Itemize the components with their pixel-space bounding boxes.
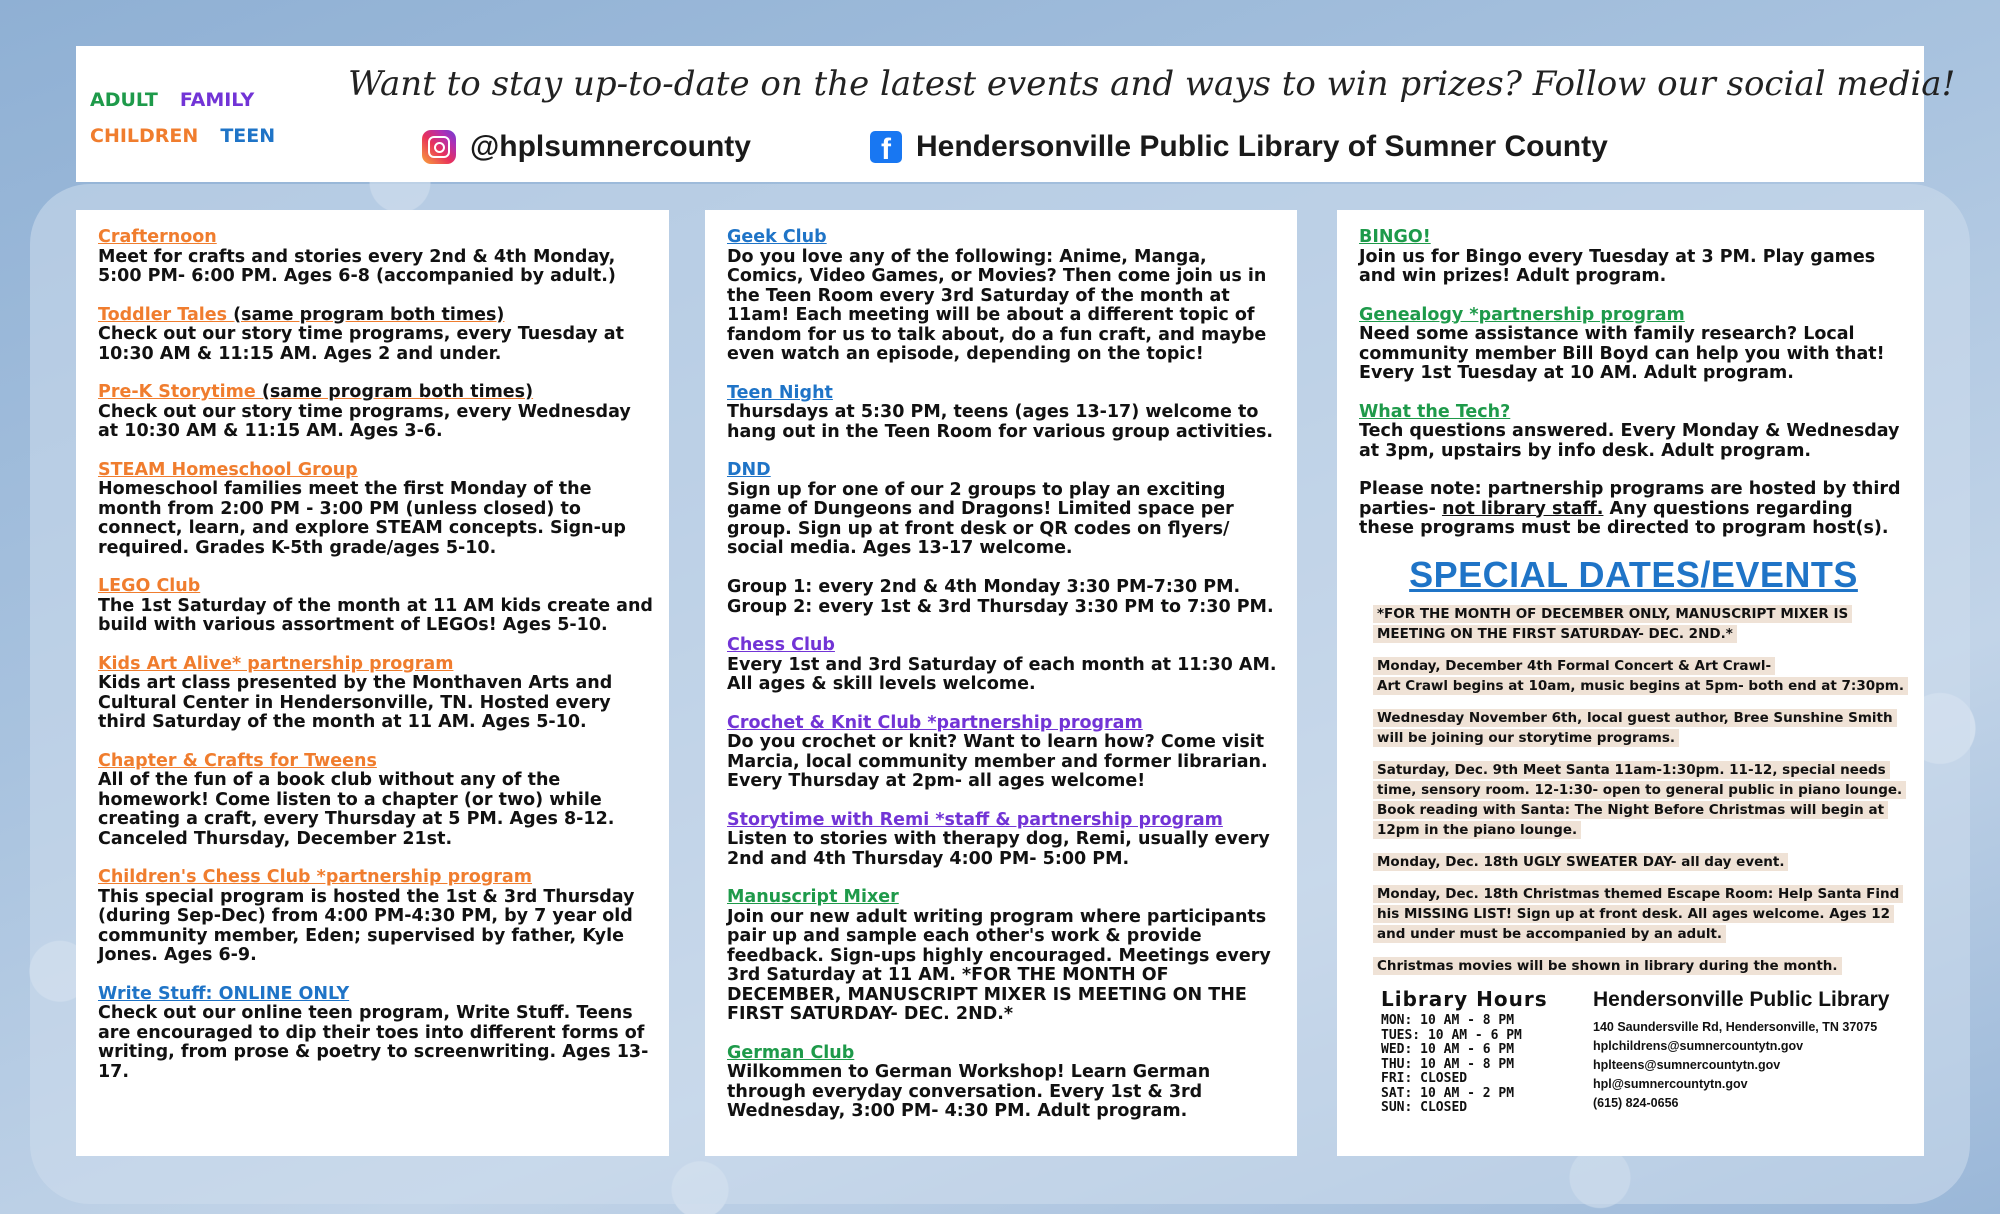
event-title: Manuscript Mixer — [727, 887, 899, 907]
event-title: Crafternoon — [98, 227, 217, 247]
special-item — [1373, 852, 1908, 872]
event-title: German Club — [727, 1042, 855, 1063]
special-item — [1373, 656, 1908, 696]
audience-legend — [90, 82, 300, 154]
legend-adult: ADULT — [90, 89, 158, 111]
event-geek-club — [727, 228, 1281, 365]
event-title: Chapter & Crafts for Tweens — [98, 750, 377, 771]
special-item-text: Monday, December 4th Formal Concert & Art Crawl- Art Crawl begins at 10am, music begins at 5pm- both end at 7:30pm. — [1373, 657, 1908, 695]
event-toddler-tales — [98, 306, 653, 365]
event-childrens-chess — [98, 868, 653, 966]
event-desc: Listen to stories with therapy dog, Remi, usually every 2nd and 4th Thursday 4:00 PM- 5:00 PM. — [727, 829, 1270, 869]
special-item — [1373, 956, 1908, 976]
event-desc: Tech questions answered. Every Monday & Wednesday at 3pm, upstairs by info desk. Adult program. — [1359, 421, 1900, 461]
legend-children: CHILDREN — [90, 125, 199, 147]
column-1 — [76, 210, 669, 1156]
hours-line: FRI: CLOSED — [1381, 1071, 1468, 1086]
event-title-text: Pre-K Storytime — [98, 382, 262, 402]
event-desc: All of the fun of a book club without any of the homework! Come listen to a chapter (or two) while creating a craft, every Thursday at 5 PM. Ages 8-12. Canceled Thursday, December 21st. — [98, 770, 615, 849]
event-desc: Wilkommen to German Workshop! Learn German through everyday conversation. Every 1st & 3rd Wednesday, 3:00 PM- 4:30 PM. Adult program. — [727, 1062, 1211, 1121]
event-desc: Kids art class presented by the Monthaven Arts and Cultural Center in Hendersonville, TN. Hosted every third Saturday of the month at 11 AM. Ages 5-10. — [98, 673, 613, 732]
note-emphasis: not library staff. — [1441, 498, 1604, 519]
email-link[interactable]: hplteens@sumnercountytn.gov — [1593, 1058, 1781, 1072]
event-storytime-remi — [727, 811, 1281, 870]
social-banner — [76, 46, 1956, 182]
library-name: Hendersonville Public Library — [1593, 988, 1890, 1011]
hours-line: THU: 10 AM - 8 PM — [1381, 1056, 1515, 1072]
event-steam-homeschool — [98, 461, 653, 559]
event-title — [98, 306, 653, 326]
event-title: DND — [727, 460, 771, 480]
library-hours — [1381, 988, 1561, 1116]
email-link[interactable]: hplchildrens@sumnercountytn.gov — [1593, 1039, 1804, 1053]
event-chapter-crafts — [98, 752, 653, 850]
event-genealogy — [1359, 306, 1908, 384]
event-desc: Check out our story time programs, every Wednesday at 10:30 AM & 11:15 AM. Ages 3-6. — [98, 401, 631, 441]
instagram-label: @hplsumnercounty — [470, 130, 751, 163]
event-desc: This special program is hosted the 1st & 3rd Thursday (during Sep-Dec) from 4:00 PM-4:30 PM, by 7 year old community member, Eden; supervised by father, Kyle Jones. Ages 6-9. — [98, 886, 635, 965]
event-kids-art-alive — [98, 655, 653, 733]
event-title: Teen Night — [727, 382, 833, 403]
event-write-stuff — [98, 985, 653, 1083]
event-title: Storytime with Remi *staff & partnership program — [727, 809, 1223, 830]
event-desc: Check out our online teen program, Write Stuff. Teens are encouraged to dip their toes into different forms of writing, from prose & poetry to screenwriting. Ages 13-17. — [98, 1003, 649, 1082]
event-prek-storytime — [98, 383, 653, 442]
event-title: Kids Art Alive* partnership program — [98, 653, 454, 674]
legend-teen: TEEN — [220, 125, 276, 147]
note-text-end: Any questions regarding these programs must be directed to program host(s). — [1359, 498, 1889, 538]
hours-line: TUES: 10 AM - 6 PM — [1381, 1027, 1522, 1043]
event-title: Geek Club — [727, 227, 827, 247]
special-events-title: SPECIAL DATES/EVENTS — [1409, 553, 1858, 595]
event-manuscript-mixer — [727, 888, 1281, 1025]
event-desc: The 1st Saturday of the month at 11 AM kids create and build with various assortment of LEGOs! Ages 5-10. — [98, 595, 653, 635]
instagram-handle[interactable] — [422, 130, 751, 164]
special-item-text: Monday, Dec. 18th UGLY SWEATER DAY- all day event. — [1373, 853, 1788, 871]
partnership-note — [1359, 480, 1908, 539]
special-item — [1373, 708, 1908, 748]
facebook-icon: f — [870, 131, 902, 163]
special-item-text: Monday, Dec. 18th Christmas themed Escape Room: Help Santa Find his MISSING LIST! Sign up at front desk. All ages welcome. Ages 12 and under must be accompanied by an adult. — [1373, 885, 1903, 943]
hours-line: MON: 10 AM - 8 PM — [1381, 1013, 1515, 1028]
event-title: Genealogy *partnership program — [1359, 304, 1685, 325]
special-item — [1373, 760, 1908, 840]
facebook-label: Hendersonville Public Library of Sumner County — [916, 130, 1608, 163]
event-title: BINGO! — [1359, 227, 1431, 247]
email-link[interactable]: hpl@sumnercountytn.gov — [1593, 1077, 1748, 1091]
special-item — [1373, 604, 1908, 644]
event-crafternoon — [98, 228, 653, 287]
note-text: Please note: partnership programs are hosted by third parties- — [1359, 479, 1901, 519]
instagram-icon — [422, 130, 456, 164]
event-title: What the Tech? — [1359, 401, 1511, 422]
special-item — [1373, 884, 1908, 944]
event-title: Children's Chess Club *partnership program — [98, 867, 532, 887]
event-title-note: (same program both times) — [261, 382, 534, 402]
event-desc: Join us for Bingo every Tuesday at 3 PM. Play games and win prizes! Adult program. — [1359, 246, 1876, 286]
hours-line: SAT: 10 AM - 2 PM — [1381, 1085, 1515, 1101]
facebook-page[interactable] — [870, 130, 1608, 164]
event-desc: Sign up for one of our 2 groups to play an exciting game of Dungeons and Dragons! Limited space per group. Sign up at front desk or QR codes on flyers/ social media. Ages 13-17 welcome. Group 1: every 2nd & 4th Monday 3:30 PM-7:30 PM. Group 2: every 1st & 3rd Thursday 3:30 PM to 7:30 PM. — [727, 479, 1274, 617]
event-title-text: Toddler Tales — [98, 304, 234, 325]
legend-family: FAMILY — [179, 89, 255, 111]
column-2 — [705, 210, 1297, 1156]
event-what-the-tech — [1359, 403, 1908, 462]
hours-line: SUN: CLOSED — [1381, 1100, 1468, 1115]
special-item-text: Wednesday November 6th, local guest author, Bree Sunshine Smith will be joining our storytime programs. — [1373, 709, 1897, 747]
event-desc: Do you love any of the following: Anime, Manga, Comics, Video Games, or Movies? Then come join us in the Teen Room every 3rd Saturday of the month at 11am! Each meeting will be about a different topic of fandom for us to talk about, do a fun craft, and maybe even watch an episode, depending on the topic! — [727, 246, 1267, 364]
event-desc: Thursdays at 5:30 PM, teens (ages 13-17) welcome to hang out in the Teen Room for various group activities. — [727, 402, 1274, 442]
event-desc: Need some assistance with family research? Local community member Bill Boyd can help you with that! Every 1st Tuesday at 10 AM. Adult program. — [1359, 324, 1885, 383]
special-item-text: *FOR THE MONTH OF DECEMBER ONLY, MANUSCRIPT MIXER IS MEETING ON THE FIRST SATURDAY- DEC. 2ND.* — [1373, 605, 1852, 643]
footer-info — [1359, 987, 1908, 1115]
library-address: 140 Saundersville Rd, Hendersonville, TN 37075 — [1593, 1020, 1878, 1034]
event-title: Crochet & Knit Club *partnership program — [727, 712, 1143, 733]
hours-title: Library Hours — [1381, 987, 1548, 1011]
event-desc: Do you crochet or knit? Want to learn how? Come visit Marcia, local community member and former librarian. Every Thursday at 2pm- all ages welcome! — [727, 732, 1268, 791]
event-teen-night — [727, 384, 1281, 443]
event-german-club — [727, 1044, 1281, 1122]
event-desc: Join our new adult writing program where participants pair up and sample each other's work & provide feedback. Sign-ups highly encouraged. Meetings every 3rd Saturday at 11 AM. *FOR THE MONTH OF DECEMBER, MANUSCRIPT MIXER IS MEETING ON THE FIRST SATURDAY- DEC. 2ND.* — [727, 906, 1271, 1024]
event-desc: Every 1st and 3rd Saturday of each month at 11:30 AM. All ages & skill levels welcome. — [727, 654, 1277, 694]
special-item-text: Saturday, Dec. 9th Meet Santa 11am-1:30pm. 11-12, special needs time, sensory room. 12-1:30- open to general public in piano lounge. Book reading with Santa: The Night Before Christmas will begin at 12pm in the piano lounge. — [1373, 761, 1906, 839]
event-title: LEGO Club — [98, 576, 201, 596]
event-bingo — [1359, 228, 1908, 287]
event-desc: Homeschool families meet the first Monday of the month from 2:00 PM - 3:00 PM (unless closed) to connect, learn, and explore STEAM concepts. Sign-up required. Grades K-5th grade/ages 5-10. — [98, 479, 626, 558]
phone-number[interactable]: (615) 824-0656 — [1593, 1096, 1679, 1110]
event-title: STEAM Homeschool Group — [98, 459, 358, 480]
event-crochet-knit — [727, 714, 1281, 792]
event-chess-club — [727, 636, 1281, 695]
column-3 — [1337, 210, 1924, 1156]
event-desc: Check out our story time programs, every Tuesday at 10:30 AM & 11:15 AM. Ages 2 and under. — [98, 324, 624, 364]
event-lego-club — [98, 577, 653, 636]
event-title-note: (same program both times) — [233, 304, 505, 325]
event-title: Chess Club — [727, 635, 835, 655]
event-title — [98, 383, 653, 403]
event-dnd — [727, 461, 1281, 617]
headline: Want to stay up-to-date on the latest events and ways to win prizes? Follow our social media! — [348, 64, 1956, 104]
hours-line: WED: 10 AM - 6 PM — [1381, 1042, 1515, 1057]
library-contact — [1593, 988, 1933, 1113]
special-item-text: Christmas movies will be shown in library during the month. — [1373, 957, 1842, 975]
event-desc: Meet for crafts and stories every 2nd & 4th Monday, 5:00 PM- 6:00 PM. Ages 6-8 (accompanied by adult.) — [98, 246, 616, 286]
event-title: Write Stuff: ONLINE ONLY — [98, 983, 350, 1004]
